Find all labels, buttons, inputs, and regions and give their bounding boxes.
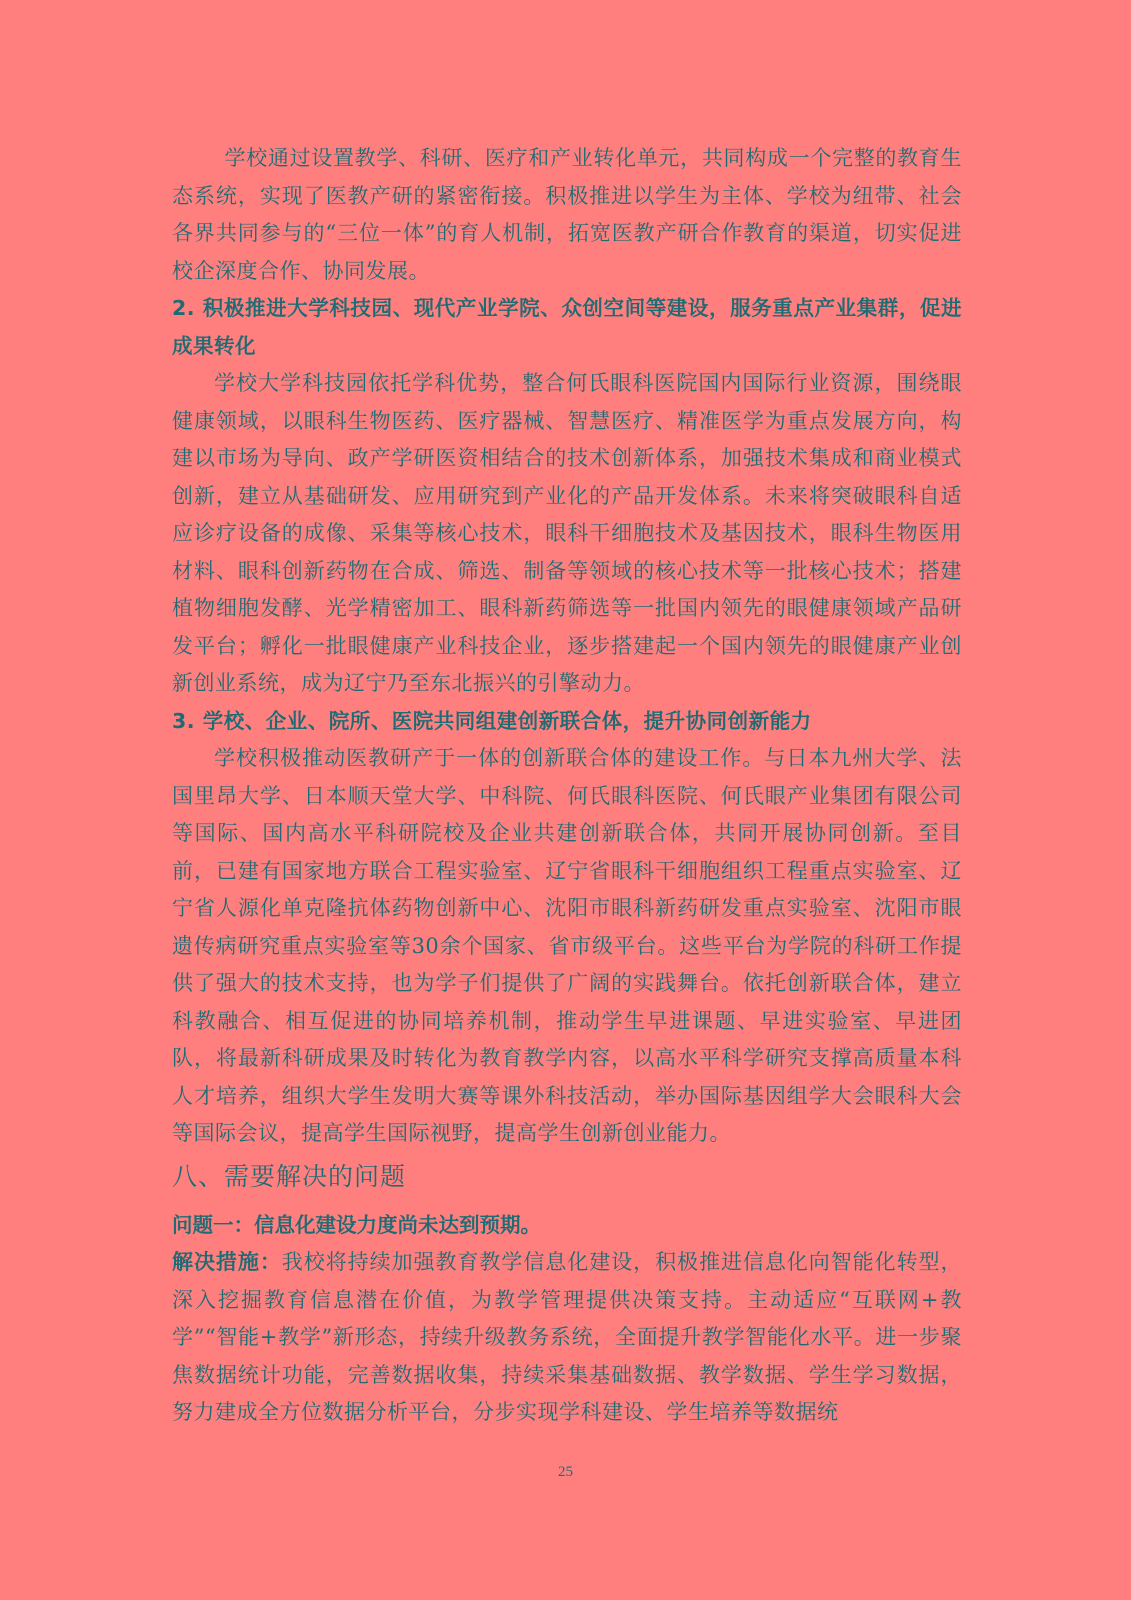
solution-lead: 解决措施： <box>172 1250 282 1274</box>
solution-text: 我校将持续加强教育教学信息化建设，积极推进信息化向智能化转型，深入挖掘教育信息潜在价值，为教学管理提供决策支持。主动适应“互联网+教学”“智能+教学”新形态，持续升级教务系统，全面提升教学智能化水平。进一步聚焦数据统计功能，完善数据收集，持续采集基础数据、教学数据、学生学习数据，努力建成全方位数据分析平台，分步实现学科建设、学生培养等数据统 <box>172 1250 963 1424</box>
paragraph-science-park: 学校大学科技园依托学科优势，整合何氏眼科医院国内国际行业资源，围绕眼健康领域，以眼科生物医药、医疗器械、智慧医疗、精准医学为重点发展方向，构建以市场为导向、政产学研医资相结合的技术创新体系，加强技术集成和商业模式创新，建立从基础研发、应用研究到产业化的产品开发体系。未来将突破眼科自适应诊疗设备的成像、采集等核心技术，眼科干细胞技术及基因技术，眼科生物医用材料、眼科创新药物在合成、筛选、制备等领域的核心技术等一批核心技术；搭建植物细胞发酵、光学精密加工、眼科新药筛选等一批国内领先的眼健康领域产品研发平台；孵化一批眼健康产业科技企业，逐步搭建起一个国内领先的眼健康产业创新创业系统，成为辽宁乃至东北振兴的引擎动力。 <box>172 371 962 695</box>
problem-statement: 问题一：信息化建设力度尚未达到预期。 <box>172 1212 541 1237</box>
page-number: 25 <box>558 1464 573 1480</box>
paragraph-innovation-consortium: 学校积极推动医教研产于一体的创新联合体的建设工作。与日本九州大学、法国里昂大学、日本顺天堂大学、中科院、何氏眼科医院、何氏眼产业集团有限公司等国际、国内高水平科研院校及企业共建创新联合体，共同开展协同创新。至目前，已建有国家地方联合工程实验室、辽宁省眼科干细胞组织工程重点实验室、辽宁省人源化单克隆抗体药物创新中心、沈阳市眼科新药研发重点实验室、沈阳市眼遗传病研究重点实验室等30余个国家、省市级平台。这些平台为学院的科研工作提供了强大的技术支持，也为学子们提供了广阔的实践舞台。依托创新联合体，建立科教融合、相互促进的协同培养机制，推动学生早进课题、早进实验室、早进团队，将最新科研成果及时转化为教育教学内容，以高水平科学研究支撑高质量本科人才培养，组织大学生发明大赛等课外科技活动，举办国际基因组学大会眼科大会等国际会议，提高学生国际视野，提高学生创新创业能力。 <box>172 746 962 1145</box>
solution-paragraph <box>172 1244 962 1432</box>
section-title: 八、需要解决的问题 <box>172 1161 407 1191</box>
document-body <box>172 140 962 1432</box>
paragraph-ecosystem: 学校通过设置教学、科研、医疗和产业转化单元，共同构成一个完整的教育生态系统，实现了医教产研的紧密衔接。积极推进以学生为主体、学校为纽带、社会各界共同参与的“三位一体”的育人机制，拓宽医教产研合作教育的渠道，切实促进校企深度合作、协同发展。 <box>172 146 962 283</box>
subheading-innovation-consortium: 3. 学校、企业、院所、医院共同组建创新联合体，提升协同创新能力 <box>172 708 812 733</box>
subheading-science-park: 2. 积极推进大学科技园、现代产业学院、众创空间等建设，服务重点产业集群，促进成果转化 <box>172 296 962 358</box>
